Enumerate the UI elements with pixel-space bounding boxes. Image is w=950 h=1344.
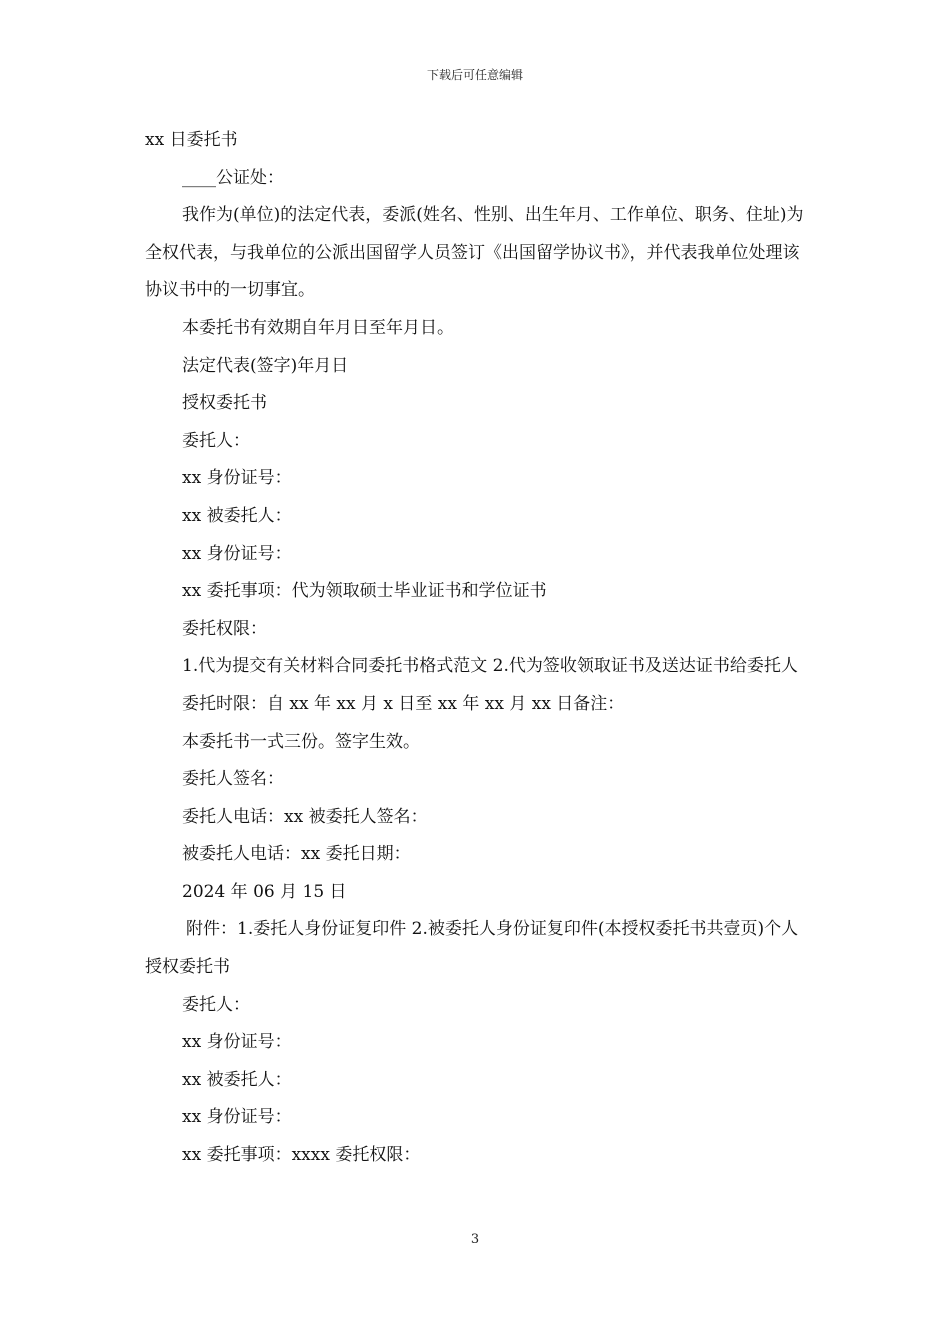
paragraph: xx 委托事项：代为领取硕士毕业证书和学位证书 [182,581,547,602]
paragraph: 授权委托书 [182,393,267,414]
paragraph: 本委托书一式三份。签字生效。 [182,731,420,752]
paragraph: xx 身份证号： [182,1107,292,1128]
paragraph: 委托人电话：xx 被委托人签名： [182,806,428,827]
paragraph: xx 身份证号： [182,468,292,489]
paragraph: 本委托书有效期自年月日至年月日。 [182,317,454,338]
page-number: 3 [470,1232,480,1247]
paragraph: xx 被委托人： [182,505,292,526]
paragraph: xx 日委托书 [145,130,238,150]
paragraph: xx 委托事项：xxxx 委托权限： [182,1145,421,1166]
paragraph: 2024 年 06 月 15 日 [182,881,347,902]
paragraph: xx 被委托人： [182,1069,292,1090]
paragraph: 委托人： [182,430,250,451]
paragraph: 被委托人电话：xx 委托日期： [182,844,411,865]
paragraph: xx 身份证号： [182,543,292,564]
paragraph: xx 身份证号： [182,1032,292,1053]
paragraph: 委托人： [182,994,250,1015]
paragraph: 附件：1.委托人身份证复印件 2.被委托人身份证复印件(本授权委托书共壹页)个人授权委托书 [145,919,799,978]
document-body [145,122,810,1175]
paragraph: 法定代表(签字)年月日 [182,355,349,376]
page-header: 下载后可任意编辑 [426,68,523,82]
paragraph: 委托人签名： [182,769,284,790]
paragraph: 委托时限：自 xx 年 xx 月 x 日至 xx 年 xx 月 xx 日备注： [182,693,625,714]
paragraph: 我作为(单位)的法定代表，委派(姓名、性别、出生年月、工作单位、职务、住址)为全权代表，与我单位的公派出国留学人员签订《出国留学协议书》，并代表我单位处理该协议书中的一切事宜。 [145,205,804,301]
paragraph: 委托权限： [182,618,267,639]
paragraph: ____公证处： [182,167,284,188]
paragraph: 1.代为提交有关材料合同委托书格式范文 2.代为签收领取证书及送达证书给委托人 [182,656,798,677]
